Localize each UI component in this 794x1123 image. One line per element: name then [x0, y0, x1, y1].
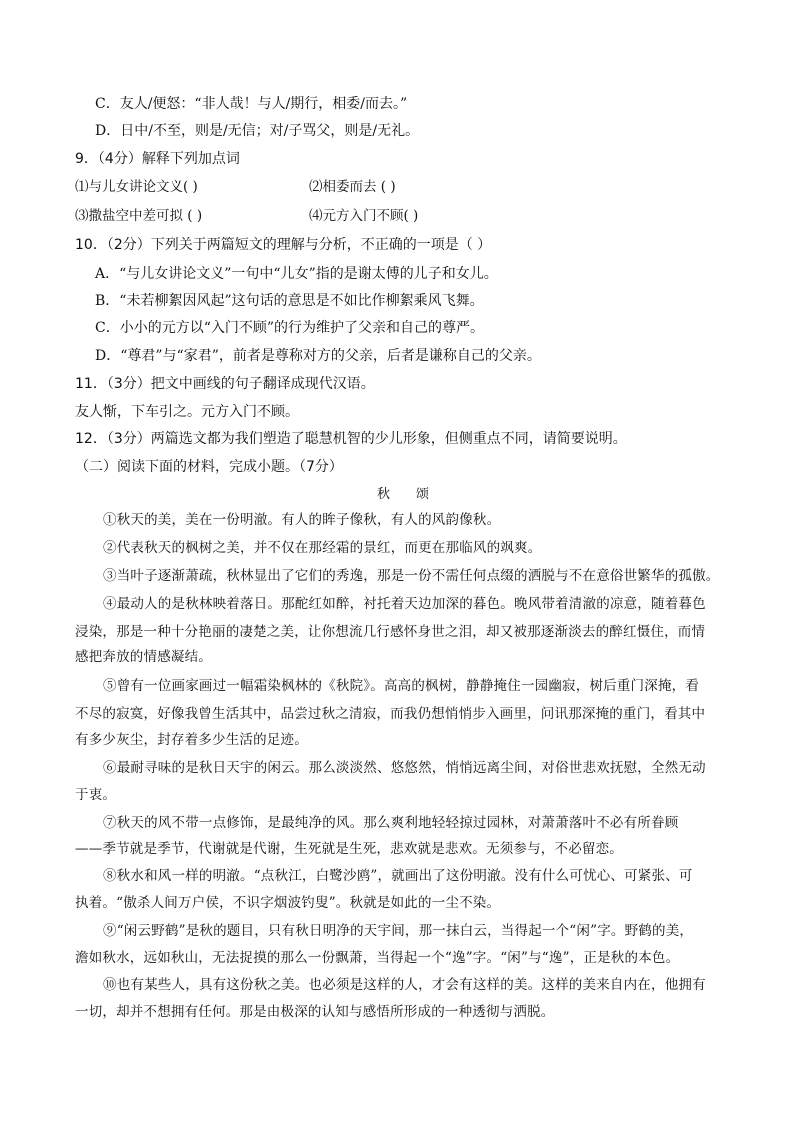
passage-paragraph-8-line-2: 执着。“傲杀人间万户侯，不识字烟波钓叟”。秋就是如此的一尘不染。	[75, 895, 501, 911]
q11-sentence: 友人惭，下车引之。元方入门不顾。	[75, 404, 299, 420]
q10-option-d: D．“尊君”与“家君”，前者是尊称对方的父亲，后者是谦称自己的父亲。	[95, 348, 541, 364]
q10-option-c: C．小小的元方以“入门不顾”的行为维护了父亲和自己的尊严。	[95, 320, 485, 336]
passage-paragraph-6-line-1: ⑥最耐寻味的是秋日天宇的闲云。那么淡淡然、悠悠然，悄悄远离尘间，对俗世悲欢抚慰，全然无动	[103, 760, 706, 776]
q8-option-d: D．日中/不至，则是/无信；对/子骂父，则是/无礼。	[95, 123, 420, 139]
q10-stem: 10．（2分）下列关于两篇短文的理解与分析，不正确的一项是（ ）	[75, 237, 492, 253]
passage-paragraph-10-line-2: 一切，却并不想拥有任何。那是由极深的认知与感悟所形成的一种透彻与洒脱。	[75, 1004, 555, 1020]
q9-item-1: ⑴与儿女讲论文义( )	[75, 179, 198, 195]
passage-paragraph-7-line-2: ——季节就是季节，代谢就是代谢，生死就是生死，悲欢就是悲欢。无须参与，不必留恋。	[75, 841, 623, 857]
q9-item-4: ⑷元方入门不顾( )	[309, 208, 419, 224]
passage-paragraph-7-line-1: ⑦秋天的风不带一点修饰，是最纯净的风。那么爽利地轻轻掠过园林，对萧萧落叶不必有所眷顾	[103, 815, 679, 831]
q11-stem: 11．（3分）把文中画线的句子翻译成现代汉语。	[75, 376, 375, 392]
passage-paragraph-4-line-1: ④最动人的是秋林映着落日。那酡红如醉，衬托着天边加深的暮色。晚风带着清澈的凉意，随着暮色	[103, 596, 706, 612]
passage-paragraph-2: ②代表秋天的枫树之美，并不仅在那经霜的景红，而更在那临风的飒爽。	[103, 540, 542, 556]
passage-title: 秋 颂	[377, 487, 430, 502]
q12-stem: 12．（3分）两篇选文都为我们塑造了聪慧机智的少儿形象，但侧重点不同，请简要说明。	[75, 431, 627, 447]
passage-paragraph-6-line-2: 于衷。	[75, 787, 117, 803]
q9-stem: 9．（4分）解释下列加点词	[75, 151, 240, 167]
passage-paragraph-9-line-1: ⑨“闲云野鹤”是秋的题目，只有秋日明净的天宇间，那一抹白云，当得起一个“闲”字。野鹤的美，	[103, 923, 694, 939]
passage-paragraph-1: ①秋天的美，美在一份明澈。有人的眸子像秋，有人的风韵像秋。	[103, 512, 501, 528]
passage-paragraph-3: ③当叶子逐渐萧疏，秋林显出了它们的秀逸，那是一份不需任何点缀的洒脱与不在意俗世繁华的孤傲。	[103, 568, 720, 584]
q9-item-2: ⑵相委而去 ( )	[309, 179, 396, 195]
passage-paragraph-4-line-3: 感把奔放的情感凝结。	[75, 649, 212, 665]
passage-paragraph-5-line-2: 不尽的寂寞，好像我曾生活其中，品尝过秋之清寂，而我仍想悄悄步入画里，问讯那深掩的重门，看其中	[75, 706, 706, 722]
passage-paragraph-9-line-2: 澹如秋水，远如秋山，无法捉摸的那么一份飘萧，当得起一个“逸”字。“闲”与“逸”，正是秋的本色。	[75, 950, 680, 966]
q8-option-c: C．友人/便怒：“非人哉！与人/期行，相委/而去。”	[95, 96, 408, 112]
passage-paragraph-10-line-1: ⑩也有某些人，具有这份秋之美。也必须是这样的人，才会有这样的美。这样的美来自内在，他拥有	[103, 977, 706, 993]
q10-option-b: B．“未若柳絮因风起”这句话的意思是不如比作柳絮乘风飞舞。	[95, 293, 484, 309]
passage-paragraph-5-line-3: 有多少灰尘，封存着多少生活的足迹。	[75, 732, 308, 748]
passage-paragraph-5-line-1: ⑤曾有一位画家画过一幅霜染枫林的《秋院》。高高的枫树，静静掩住一园幽寂，树后重门深掩，看	[103, 678, 700, 694]
passage-paragraph-8-line-1: ⑧秋水和风一样的明澈。“点秋江，白鹭沙鸥”，就画出了这份明澈。没有什么可忧心、可紧张、可	[103, 868, 693, 884]
section-heading: （二）阅读下面的材料，完成小题。（7分）	[75, 459, 343, 475]
q9-item-3: ⑶撒盐空中差可拟 ( )	[75, 208, 203, 224]
q10-option-a: A．“与儿女讲论文义”一句中“儿女”指的是谢太傅的儿子和女儿。	[95, 266, 498, 282]
passage-paragraph-4-line-2: 浸染，那是一种十分艳丽的凄楚之美，让你想流几行感怀身世之泪，却又被那逐渐淡去的醉红慑住，而情	[75, 624, 706, 640]
